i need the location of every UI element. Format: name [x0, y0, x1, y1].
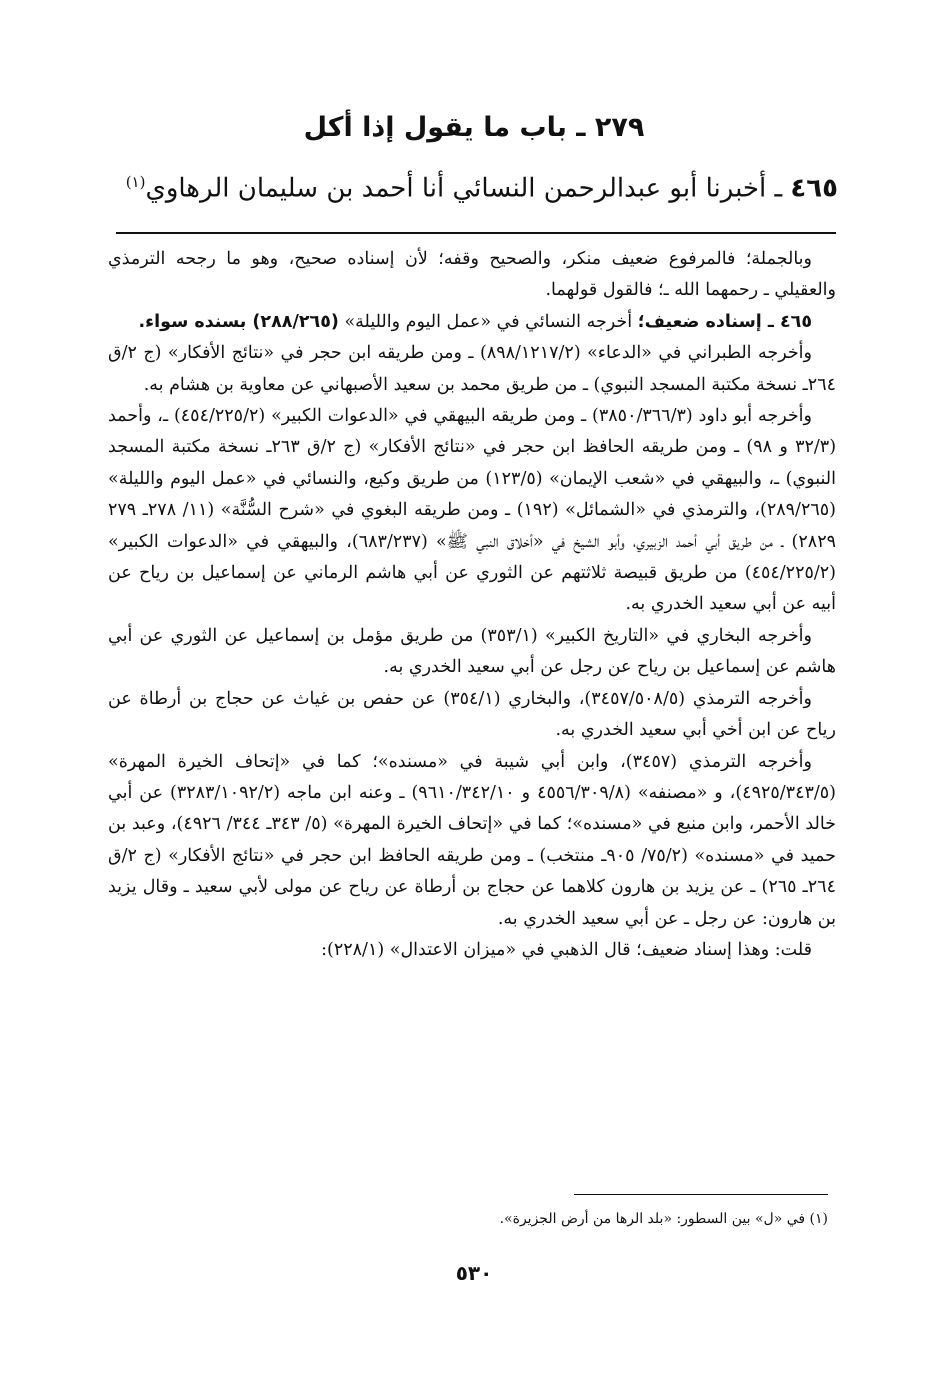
footnote-reference: (١) [125, 173, 146, 191]
commentary-paragraph: قلت: وهذا إسناد ضعيف؛ قال الذهبي في «ميزان الاعتدال» (٢٢٨/١): [321, 939, 812, 960]
commentary-hadith-number: ٤٦٥ [779, 311, 812, 332]
hadith-number: ٤٦٥ [790, 173, 838, 204]
commentary-paragraph: وأخرجه الترمذي (٣٤٥٧)، وابن أبي شيبة في «مسنده»؛ كما في «إتحاف الخيرة المهرة» (٤٩٢٥/٣٤٣/٥)، و «مصنفه» (٤٥٥٦/٣٠٩/٨ و ٩٦١٠/٣٤٢/١٠) ـ وعنه ابن ماجه (٣٢٨٣/١٠٩٢/٢) عن أبي خالد الأحمر، وابن منيع في «مسنده»؛ كما في «إتحاف الخيرة المهرة» (٥/ ٣٤٣ـ ٣٤٤/ ٤٩٢٦)، وعبد بن حميد في «مسنده» (٧٥/٢/ ٩٠٥ـ منتخب) ـ ومن طريقه الحافظ ابن حجر في «نتائج الأفكار» (ج ٢/ق ٢٦٤ـ ٢٦٥) ـ عن يزيد بن هارون كلاهما عن حجاج بن أرطاة عن رياح عن مولى لأبي سعيد ـ وقال يزيد بن هارون: عن رجل ـ عن أبي سعيد الخدري به. [108, 751, 836, 929]
footnote: (١) في «ل» بين السطور: «بلد الرها من أرض الجزيرة». [499, 1211, 828, 1227]
hadith-opening-line [100, 160, 838, 211]
footnote-separator [574, 1194, 828, 1195]
commentary-paragraph: وأخرجه البخاري في «التاريخ الكبير» (٣٥٣/١) من طريق مؤمل بن إسماعيل عن الثوري عن أبي هاشم عن إسماعيل بن رياح عن رجل عن أبي سعيد الخدري به. [108, 625, 836, 678]
commentary-hadith-ref: (٢٨٨/٢٦٥) بسنده سواء. [138, 311, 339, 332]
commentary-paragraph: وأخرجه الطبراني في «الدعاء» (٨٩٨/١٢١٧/٢) ـ ومن طريقه ابن حجر في «نتائج الأفكار» (ج ٢/ق ٢٦٤ـ نسخة مكتبة المسجد النبوي) ـ من طريق محمد بن سعيد الأصبهاني عن معاوية بن هشام به. [108, 343, 836, 395]
commentary-paragraph: وأخرجه الترمذي (٣٤٥٧/٥٠٨/٥)، والبخاري (٣٥٤/١) عن حفص بن غياث عن حجاج بن أرطاة عن رياح عن ابن أخي أبي سعيد الخدري به. [108, 688, 836, 741]
commentary-hadith-text: أخرجه النسائي في «عمل اليوم والليلة» [338, 311, 638, 332]
commentary-paragraph: وبالجملة؛ فالمرفوع ضعيف منكر، والصحيح وقفه؛ لأن إسناده صحيح، وهو ما رجحه الترمذي والعقيلي ـ رحمهما الله ـ؛ فالقول قولهما. [108, 249, 836, 301]
separator-rule [116, 232, 836, 234]
chapter-title: ٢٧٩ ـ باب ما يقول إذا أكل [303, 112, 645, 143]
hadith-text: ـ أخبرنا أبو عبدالرحمن النسائي أنا أحمد بن سليمان الرهاوي [145, 173, 791, 204]
page-number: ٥٣٠ [455, 1261, 493, 1285]
commentary-hadith-paragraph [108, 307, 836, 338]
commentary-paragraph: وأخرجه أبو داود (٣٨٥٠/٣٦٦/٣) ـ ومن طريقه البيهقي في «الدعوات الكبير» (٤٥٤/٢٢٥/٢) ـ، وأحمد (٣٢/٣ و ٩٨) ـ ومن طريقه الحافظ ابن حجر في «نتائج الأفكار» (ج ٢/ق ٢٦٣ـ نسخة مكتبة المسجد النبوي) ـ، والبيهقي في «شعب الإيمان» (١٢٣/٥) من طريق وكيع، والنسائي في «عمل اليوم والليلة» (٢٨٩/٢٦٥)، والترمذي في «الشمائل» (١٩٢) ـ ومن طريقه البغوي في «شرح السُّنَّة» (١١/ ٢٧٨ـ ٢٧٩ ٢٨٢٩) ـ من طريق أبي أحمد الزبيري، وأبو الشيخ في «أخلاق النبي ﷺ» (٦٨٣/٢٣٧)، والبيهقي في «الدعوات الكبير» (٤٥٤/٢٢٥/٢) من طريق قبيصة ثلاثتهم عن الثوري عن أبي هاشم الرماني عن إسماعيل بن رياح عن أبيه عن أبي سعيد الخدري به. [108, 406, 837, 615]
commentary-hadith-label: ـ إسناده ضعيف؛ [637, 311, 780, 332]
commentary-block [108, 244, 836, 966]
